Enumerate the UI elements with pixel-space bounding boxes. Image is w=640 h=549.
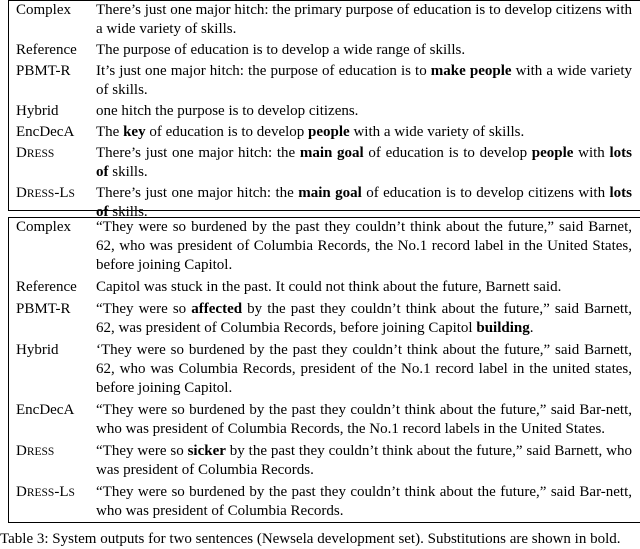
system-output: [96, 341, 640, 398]
system-output: [96, 62, 640, 100]
output-text: of education is to develop citizens with: [361, 185, 610, 201]
system-row-dress: [9, 144, 640, 182]
system-row-pbmt-r: [9, 62, 640, 100]
output-text: There’s just one major hitch: the: [96, 145, 300, 161]
system-output: [96, 300, 640, 338]
system-row-reference: [9, 41, 640, 60]
system-output: [96, 144, 640, 182]
system-output: [96, 442, 640, 480]
system-output: [96, 41, 640, 60]
system-row-complex: [9, 1, 640, 39]
system-output: [96, 483, 640, 521]
system-label: Complex: [16, 219, 71, 235]
system-label: Reference: [16, 42, 77, 58]
output-text: Capitol was stuck in the past. It could not think about the future, Barnett said.: [96, 279, 562, 295]
output-text: The: [96, 124, 124, 140]
output-text: .: [529, 320, 534, 336]
system-row-hybrid: [9, 341, 640, 398]
system-label: Reference: [16, 279, 77, 295]
output-text: skills.: [108, 204, 148, 220]
system-label: PBMT-R: [16, 301, 71, 317]
output-text: of education is to develop: [363, 145, 532, 161]
system-row-dress-ls: [9, 483, 640, 521]
output-text: with: [573, 145, 610, 161]
substitution: main goal: [298, 185, 362, 201]
system-row-dress: [9, 442, 640, 480]
output-text: It’s just one major hitch: the purpose of education is to: [96, 63, 431, 79]
output-text: “They were so: [96, 301, 192, 317]
system-row-pbmt-r: [9, 300, 640, 338]
system-label: DRESS-LS: [16, 484, 75, 500]
substitution: make people: [430, 63, 512, 79]
system-label: DRESS: [16, 443, 55, 459]
system-label: Hybrid: [16, 342, 59, 358]
table-caption: Table 3: System outputs for two sentences (Newsela development set). Substitutions are shown in bold.: [0, 531, 621, 547]
substitution: building: [476, 320, 530, 336]
system-label: EncDecA: [16, 124, 75, 140]
system-output: [96, 102, 640, 121]
substitution: main goal: [299, 145, 364, 161]
system-output: [96, 218, 640, 275]
system-row-complex: [9, 218, 640, 275]
substitution: people: [531, 145, 574, 161]
substitution: affected: [191, 301, 243, 317]
output-text: with a wide variety of skills.: [349, 124, 525, 140]
output-text: by the past they couldn’t think about the future,” said Barnett, 62, was president of Columbia Records, before joining Capitol: [96, 301, 632, 336]
output-text: with a wide variety of skills.: [96, 63, 632, 98]
output-text: one hitch the purpose is to develop citizens.: [96, 103, 359, 119]
output-text: “They were so: [96, 443, 188, 459]
substitution: key: [123, 124, 146, 140]
output-text: skills.: [108, 164, 148, 180]
system-row-hybrid: [9, 102, 640, 121]
substitution: lots of: [96, 185, 632, 220]
system-label: DRESS-LS: [16, 185, 75, 201]
output-text: ‘They were so burdened by the past they couldn’t think about the future,” said Barnett, 62, who was Columbia Records, president of the No.1 record label in the united states, before joining Capitol.: [96, 342, 632, 396]
substitution: people: [308, 124, 350, 140]
system-row-reference: [9, 278, 640, 297]
system-output: [96, 123, 640, 142]
output-text: “They were so burdened by the past they couldn’t think about the future,” said Bar-nett, who was president of Columbia Records.: [96, 484, 632, 519]
system-output: [96, 278, 640, 297]
system-label: PBMT-R: [16, 63, 71, 79]
system-label: EncDecA: [16, 402, 75, 418]
output-text: “They were so burdened by the past they couldn’t think about the future,” said Barnet, 62, who was president of Columbia Records, the No.1 record label in the United States, before joining Capitol.: [96, 219, 632, 273]
system-output: [96, 1, 640, 39]
system-output: [96, 401, 640, 439]
output-text: The purpose of education is to develop a wide range of skills.: [96, 42, 466, 58]
output-text: of education is to develop: [145, 124, 309, 140]
system-row-encdeca: [9, 123, 640, 142]
output-text: “They were so burdened by the past they couldn’t think about the future,” said Bar-nett, who was president of Columbia Records, the No.1 record labels in the United States.: [96, 402, 632, 437]
system-label: Hybrid: [16, 103, 59, 119]
substitution: sicker: [187, 443, 226, 459]
output-text: by the past they couldn’t think about the future,” said Barnett, who was president of Columbia Records.: [96, 443, 632, 478]
system-label: Complex: [16, 2, 71, 18]
system-row-encdeca: [9, 401, 640, 439]
output-text: There’s just one major hitch: the primary purpose of education is to develop citizens with a wide variety of skills.: [96, 2, 632, 37]
output-table-2: [8, 217, 640, 523]
system-label: DRESS: [16, 145, 55, 161]
output-text: There’s just one major hitch: the: [96, 185, 299, 201]
output-table-1: [8, 0, 640, 220]
substitution: lots of: [96, 145, 632, 180]
